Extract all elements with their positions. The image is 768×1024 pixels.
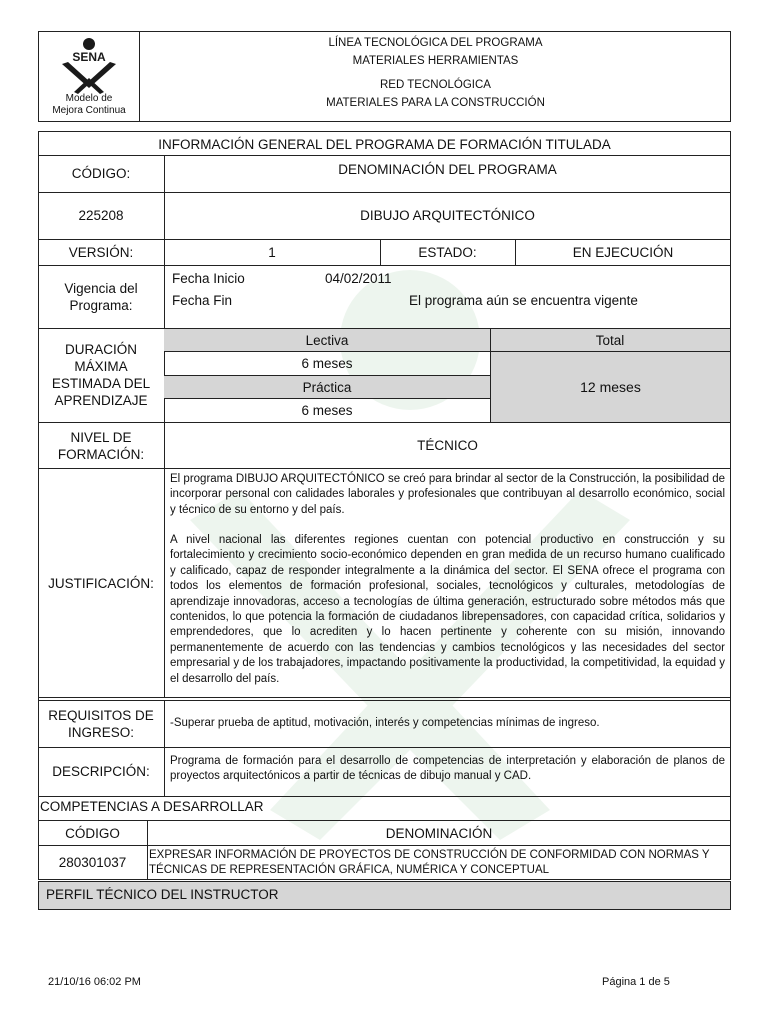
header-line2: MATERIALES HERRAMIENTAS — [352, 55, 519, 67]
estado-label: ESTADO: — [418, 245, 477, 260]
header-line1: LÍNEA TECNOLÓGICA DEL PROGRAMA — [328, 37, 543, 49]
fecha-fin-value: El programa aún se encuentra vigente — [409, 293, 638, 308]
footer-page: Página 1 de 5 — [602, 976, 670, 988]
requisitos-label: REQUISITOS DE INGRESO: — [48, 708, 154, 740]
practica-value: 6 meses — [301, 403, 353, 418]
version-value: 1 — [268, 245, 276, 260]
duracion-label: DURACIÓN MÁXIMA ESTIMADA DEL APRENDIZAJE — [51, 342, 151, 408]
lectiva-label: Lectiva — [305, 332, 349, 348]
competencias-codigo-label: CÓDIGO — [65, 825, 120, 841]
requisitos-value: -Superar prueba de aptitud, motivación, interés y competencias mínimas de ingreso. — [170, 717, 600, 729]
denominacion-label: DENOMINACIÓN DEL PROGRAMA — [338, 161, 557, 177]
header-line3: RED TECNOLÓGICA — [380, 79, 491, 91]
denominacion-value: DIBUJO ARQUITECTÓNICO — [360, 208, 535, 223]
competencias-title: COMPETENCIAS A DESARROLLAR — [40, 799, 264, 814]
competencia-codigo: 280301037 — [58, 855, 127, 870]
total-label: Total — [595, 332, 625, 348]
info-section-title: INFORMACIÓN GENERAL DEL PROGRAMA DE FORMACIÓN TITULADA — [158, 136, 611, 152]
perfil-title: PERFIL TÉCNICO DEL INSTRUCTOR — [46, 887, 279, 902]
logo-text: SENA — [72, 50, 106, 64]
justificacion-p1: El programa DIBUJO ARQUITECTÓNICO se creó para brindar al sector de la Construcción, la posibilidad de incorporar personal con calidades laborales y profesionales que contribuyan al desarrollo económico, social y técnico de su entorno y del país. — [170, 473, 725, 516]
footer-timestamp: 21/10/16 06:02 PM — [48, 976, 141, 988]
descripcion-label: DESCRIPCIÓN: — [52, 763, 150, 779]
fecha-inicio-label: Fecha Inicio — [172, 271, 245, 286]
justificacion-label: JUSTIFICACIÓN: — [48, 575, 154, 591]
lectiva-value: 6 meses — [301, 356, 353, 371]
sena-logo — [40, 34, 138, 122]
competencia-denominacion: EXPRESAR INFORMACIÓN DE PROYECTOS DE CONSTRUCCIÓN DE CONFORMIDAD CON NORMAS Y TÉCNICAS DE REPRESENTACIÓN GRÁFICA, NUMÉRICA Y CONCEPTUAL — [149, 849, 710, 876]
codigo-value: 225208 — [78, 208, 124, 223]
version-label: VERSIÓN: — [68, 245, 134, 260]
total-value: 12 meses — [580, 379, 641, 395]
model-line2: Mejora Continua — [52, 105, 126, 116]
fecha-fin-label: Fecha Fin — [172, 293, 233, 308]
vigencia-label: Vigencia del Programa: — [64, 281, 138, 313]
justificacion-p2: A nivel nacional las diferentes regiones cuentan con potencial productivo en construcción y su fortalecimiento y crecimiento socio-económico dependen en gran medida de un recurso humano cualificado y calificado, capaz de responder integralmente a la dinámica del sector. El SENA ofrece el programa con todos los elementos de formación profesional, sociales, tecnológicos y culturales, metodologías de aprendizaje innovadoras, acceso a tecnologías de última generación, estructurado sobre métodos más que contenidos, lo que potencia la formación de ciudadanos librepensadores, con capacidad crítica, solidarios y emprendedores, que lo acrediten y lo hacen pertinente y coherente con su misión, innovando permanentemente de acuerdo con las tendencias y cambios tecnológicos y las necesidades del sector empresarial y de los trabajadores, impactando positivamente la productividad, la competitividad, la equidad y el desarrollo del país. — [170, 534, 725, 685]
header-line4: MATERIALES PARA LA CONSTRUCCIÓN — [326, 97, 545, 109]
estado-value: EN EJECUCIÓN — [572, 245, 674, 260]
competencias-denominacion-label: DENOMINACIÓN — [385, 825, 493, 841]
fecha-inicio-value: 04/02/2011 — [325, 271, 392, 286]
nivel-label: NIVEL DE FORMACIÓN: — [57, 429, 145, 462]
sena-logo-icon — [40, 34, 138, 96]
model-line1: Modelo de — [65, 93, 113, 104]
practica-label: Práctica — [302, 379, 352, 395]
codigo-label: CÓDIGO: — [71, 165, 131, 181]
nivel-value: TÉCNICO — [417, 438, 478, 453]
descripcion-value: Programa de formación para el desarrollo de competencias de interpretación y elaboración de planos de proyectos arquitectónicos a partir de técnicas de dibujo manual y CAD. — [170, 755, 725, 783]
